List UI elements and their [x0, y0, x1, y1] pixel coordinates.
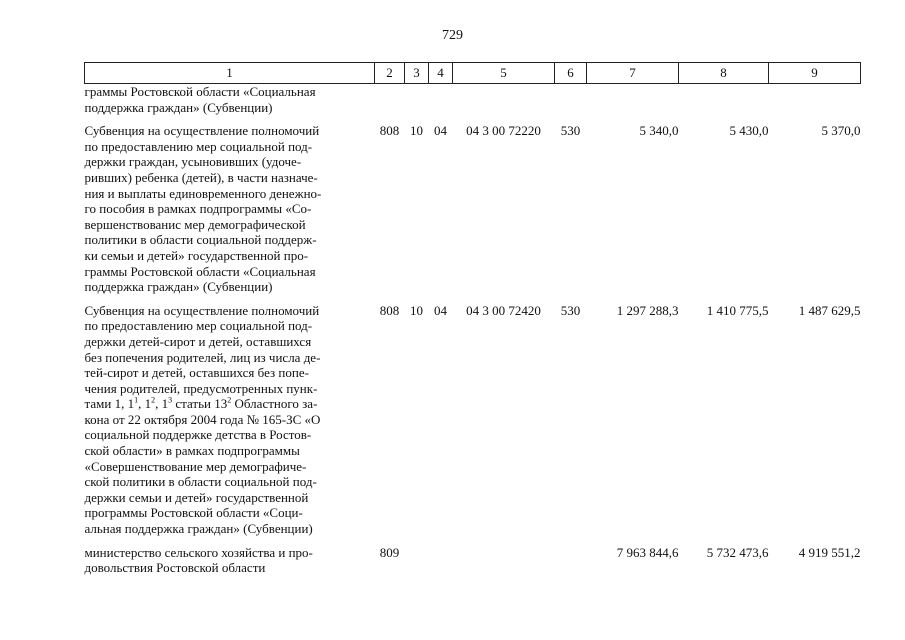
description-line: по предоставлению мер социальной под-	[84, 318, 313, 334]
description-line: держки семьи и детей» государственной	[84, 489, 309, 505]
cell-ministry-code: 808	[379, 123, 400, 139]
cell-section: 10	[410, 302, 423, 318]
description-line: ния и выплаты единовременного денежно-	[84, 185, 322, 201]
description-line: вершенствованис мер демографической	[84, 216, 306, 232]
row-description	[85, 537, 375, 576]
cell-section: 10	[410, 123, 423, 139]
header-cell: 5	[453, 63, 555, 84]
header-cell: 6	[555, 63, 587, 84]
cell-ministry-code: 808	[379, 302, 400, 318]
cell-expense-type	[555, 537, 587, 576]
cell-amount-3	[769, 84, 861, 116]
description-line: держки граждан, усыновивших (удоче-	[84, 154, 302, 170]
header-cell: 7	[587, 63, 679, 84]
description-line: ривших) ребенка (детей), в части назначе-	[84, 169, 318, 185]
header-cell: 1	[85, 63, 375, 84]
cell-ministry-code: 809	[379, 544, 400, 560]
cell-amount-1: 1 297 288,3	[616, 302, 679, 318]
budget-table	[84, 62, 861, 576]
description-line: чения родителей, предусмотренных пунк-	[84, 380, 318, 396]
cell-amount-1: 7 963 844,6	[616, 544, 679, 560]
cell-amount-3: 1 487 629,5	[798, 302, 861, 318]
cell-amount-2: 1 410 775,5	[706, 302, 769, 318]
header-cell: 4	[429, 63, 453, 84]
description-line: по предоставлению мер социальной под-	[84, 138, 313, 154]
table-row	[85, 84, 861, 116]
header-cell: 8	[679, 63, 769, 84]
header-row	[85, 63, 861, 84]
cell-expense-type	[555, 84, 587, 116]
description-line: держки детей-сирот и детей, оставшихся	[84, 333, 312, 349]
header-cell: 3	[405, 63, 429, 84]
cell-section	[405, 84, 429, 116]
description-line: тей-сирот и детей, оставшихся без попе-	[84, 365, 309, 381]
description-line: «Совершенствование мер демографиче-	[84, 458, 307, 474]
cell-amount-2: 5 430,0	[729, 123, 769, 139]
row-description	[85, 84, 375, 116]
description-line: без попечения родителей, лиц из числа де-	[84, 349, 321, 365]
row-description	[85, 115, 375, 295]
description-line: кона от 22 октября 2004 года № 165-ЗС «О	[84, 411, 321, 427]
cell-amount-2	[679, 84, 769, 116]
cell-amount-1: 5 340,0	[639, 123, 679, 139]
cell-subsection	[429, 537, 453, 576]
cell-target-code	[453, 537, 555, 576]
description-line: министерство сельского хозяйства и про-	[84, 544, 313, 560]
header-cell: 9	[769, 63, 861, 84]
cell-expense-type: 530	[560, 123, 581, 139]
description-line: ки семьи и детей» государственной про-	[84, 247, 309, 263]
description-line: довольствия Ростовской области	[84, 560, 266, 576]
cell-section	[405, 537, 429, 576]
header-cell: 2	[375, 63, 405, 84]
page-number: 729	[442, 28, 463, 43]
description-line: граммы Ростовской области «Социальная	[84, 84, 316, 99]
description-line: поддержка граждан» (Субвенции)	[84, 279, 273, 295]
description-line: социальной поддержке детства в Ростов-	[84, 427, 312, 443]
cell-target-code	[453, 84, 555, 116]
cell-subsection	[429, 84, 453, 116]
description-line: ской политики в области социальной под-	[84, 474, 317, 490]
description-line: тами 1, $1^1$, $1^2$, $1^3$ статьи $13^2$ Областного за-	[84, 395, 318, 412]
cell-target-code: 04 3 00 72220	[466, 123, 541, 139]
cell-amount-3: 5 370,0	[821, 123, 861, 139]
description-line: альная поддержка граждан» (Субвенции)	[84, 521, 313, 537]
table-row	[85, 537, 861, 576]
table-row	[85, 115, 861, 295]
cell-amount-2: 5 732 473,6	[706, 544, 769, 560]
cell-target-code: 04 3 00 72420	[466, 302, 541, 318]
description-line: ской области» в рамках подпрограммы	[84, 443, 300, 459]
description-line: граммы Ростовской области «Социальная	[84, 263, 316, 279]
table-row	[85, 295, 861, 537]
cell-ministry-code	[375, 84, 405, 116]
description-line: Субвенция на осуществление полномочий	[84, 302, 320, 318]
cell-expense-type: 530	[560, 302, 581, 318]
description-line: программы Ростовской области «Соци-	[84, 505, 303, 521]
description-line: политики в области социальной поддерж-	[84, 232, 317, 248]
cell-subsection: 04	[434, 302, 447, 318]
description-line: поддержка граждан» (Субвенции)	[84, 99, 273, 115]
row-description	[85, 295, 375, 537]
description-line: го пособия в рамках подпрограммы «Со-	[84, 201, 312, 217]
cell-amount-1	[587, 84, 679, 116]
cell-subsection: 04	[434, 123, 447, 139]
description-line: Субвенция на осуществление полномочий	[84, 123, 320, 139]
cell-amount-3: 4 919 551,2	[798, 544, 861, 560]
